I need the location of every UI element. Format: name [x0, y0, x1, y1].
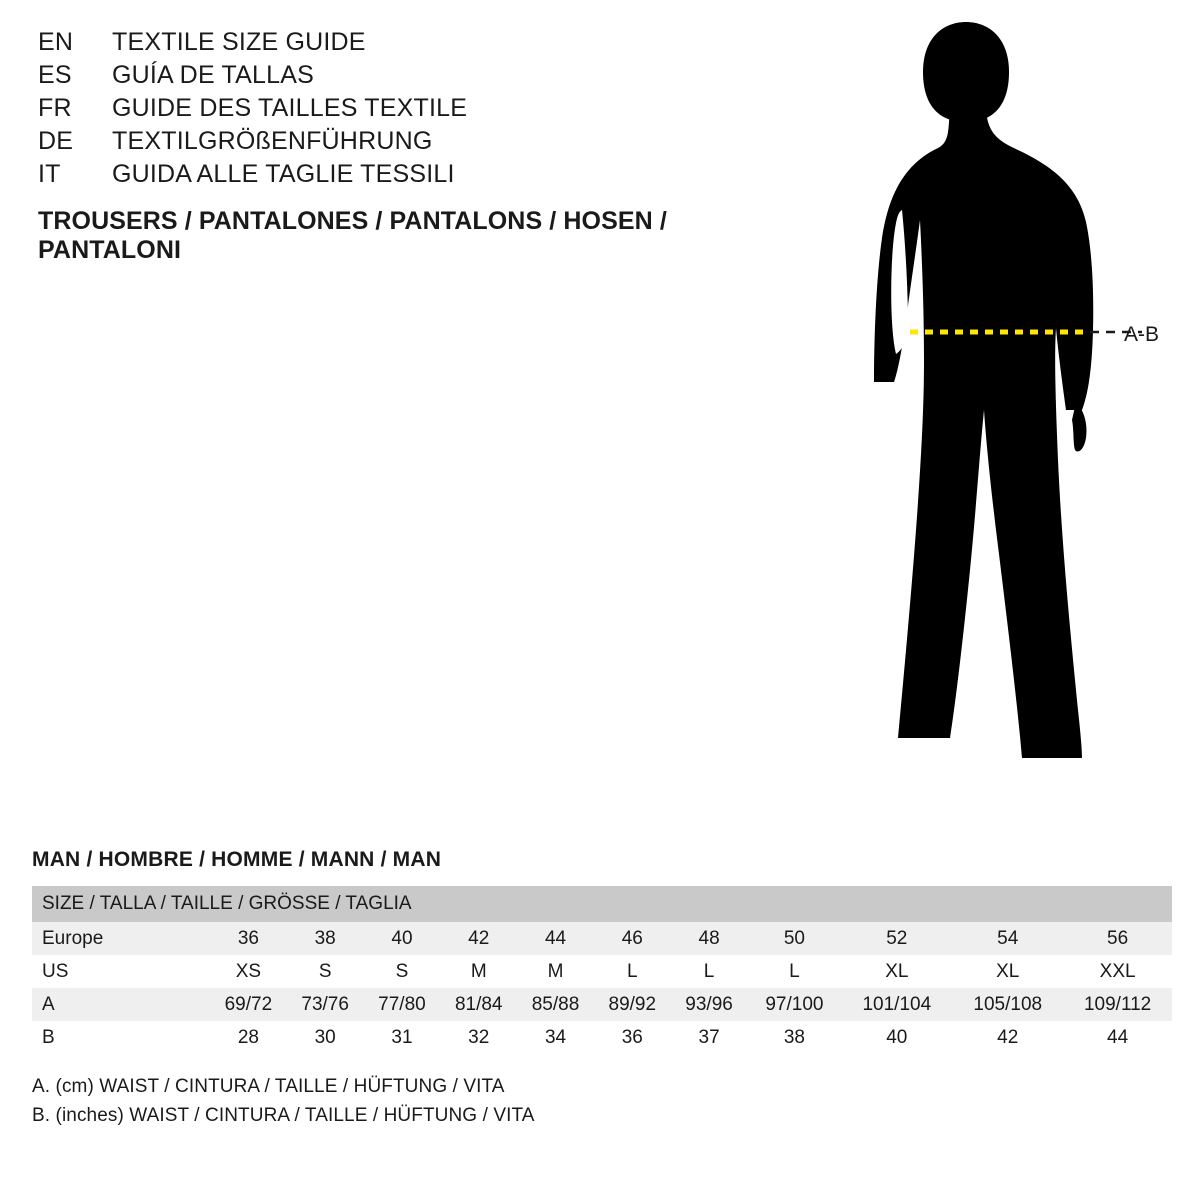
- language-code-it: IT: [38, 160, 61, 188]
- measure-label-ab: A-B: [1124, 323, 1160, 346]
- language-code-de: DE: [38, 127, 74, 155]
- language-row-de: [38, 127, 798, 160]
- cell-b-9: 42: [952, 1021, 1063, 1054]
- cell-europe-10: 56: [1063, 922, 1172, 955]
- cell-us-0: XS: [210, 955, 287, 988]
- language-row-es: [38, 61, 798, 94]
- table-header-label: SIZE / TALLA / TAILLE / GRÖSSE / TAGLIA: [32, 886, 1172, 922]
- cell-us-5: L: [594, 955, 671, 988]
- language-text-fr: GUIDE DES TAILLES TEXTILE: [112, 94, 468, 122]
- table-row: [32, 988, 1172, 1021]
- cell-b-4: 34: [517, 1021, 594, 1054]
- cell-b-8: 40: [841, 1021, 952, 1054]
- cell-us-10: XXL: [1063, 955, 1172, 988]
- table-row: [32, 1021, 1172, 1054]
- footnote-a: A. (cm) WAIST / CINTURA / TAILLE / HÜFTUNG / VITA: [32, 1076, 505, 1097]
- language-code-en: EN: [38, 28, 74, 56]
- language-text-es: GUÍA DE TALLAS: [112, 61, 314, 89]
- language-row-fr: [38, 94, 798, 127]
- cell-b-1: 30: [287, 1021, 364, 1054]
- cell-a-1: 73/76: [287, 988, 364, 1021]
- cell-us-7: L: [747, 955, 841, 988]
- cell-a-6: 93/96: [671, 988, 748, 1021]
- cell-b-0: 28: [210, 1021, 287, 1054]
- cell-europe-0: 36: [210, 922, 287, 955]
- cell-europe-7: 50: [747, 922, 841, 955]
- cell-b-5: 36: [594, 1021, 671, 1054]
- cell-europe-5: 46: [594, 922, 671, 955]
- cell-b-7: 38: [747, 1021, 841, 1054]
- garment-type-title: TROUSERS / PANTALONES / PANTALONS / HOSEN / PANTALONI: [38, 207, 667, 264]
- language-header: [38, 28, 798, 265]
- cell-a-9: 105/108: [952, 988, 1063, 1021]
- figure-illustration: [790, 10, 1190, 800]
- row-label-b: B: [32, 1021, 210, 1054]
- table-caption: MAN / HOMBRE / HOMME / MANN / MAN: [32, 848, 442, 871]
- language-row-en: [38, 28, 798, 61]
- cell-us-9: XL: [952, 955, 1063, 988]
- cell-us-4: M: [517, 955, 594, 988]
- table-row: [32, 955, 1172, 988]
- row-label-europe: Europe: [32, 922, 210, 955]
- table-row: [32, 922, 1172, 955]
- cell-a-5: 89/92: [594, 988, 671, 1021]
- cell-a-10: 109/112: [1063, 988, 1172, 1021]
- table-header-row: [32, 886, 1172, 922]
- cell-europe-2: 40: [364, 922, 441, 955]
- cell-a-7: 97/100: [747, 988, 841, 1021]
- cell-europe-9: 54: [952, 922, 1063, 955]
- language-text-de: TEXTILGRÖßENFÜHRUNG: [112, 127, 433, 155]
- cell-us-8: XL: [841, 955, 952, 988]
- male-silhouette-icon: [790, 10, 1190, 800]
- cell-us-3: M: [440, 955, 517, 988]
- cell-b-3: 32: [440, 1021, 517, 1054]
- cell-a-8: 101/104: [841, 988, 952, 1021]
- cell-b-10: 44: [1063, 1021, 1172, 1054]
- language-row-it: [38, 160, 798, 193]
- size-table: [32, 886, 1172, 1054]
- cell-us-6: L: [671, 955, 748, 988]
- language-text-it: GUIDA ALLE TAGLIE TESSILI: [112, 160, 455, 188]
- language-code-fr: FR: [38, 94, 72, 122]
- footnotes: [32, 1072, 1172, 1131]
- cell-a-4: 85/88: [517, 988, 594, 1021]
- row-label-us: US: [32, 955, 210, 988]
- cell-europe-4: 44: [517, 922, 594, 955]
- row-label-a: A: [32, 988, 210, 1021]
- footnote-b: B. (inches) WAIST / CINTURA / TAILLE / HÜFTUNG / VITA: [32, 1105, 535, 1127]
- size-table-section: [32, 848, 1172, 1131]
- cell-europe-1: 38: [287, 922, 364, 955]
- cell-us-1: S: [287, 955, 364, 988]
- cell-a-2: 77/80: [364, 988, 441, 1021]
- cell-europe-6: 48: [671, 922, 748, 955]
- cell-a-3: 81/84: [440, 988, 517, 1021]
- cell-europe-8: 52: [841, 922, 952, 955]
- cell-us-2: S: [364, 955, 441, 988]
- language-code-es: ES: [38, 61, 72, 89]
- cell-europe-3: 42: [440, 922, 517, 955]
- cell-a-0: 69/72: [210, 988, 287, 1021]
- language-text-en: TEXTILE SIZE GUIDE: [112, 28, 366, 56]
- cell-b-6: 37: [671, 1021, 748, 1054]
- cell-b-2: 31: [364, 1021, 441, 1054]
